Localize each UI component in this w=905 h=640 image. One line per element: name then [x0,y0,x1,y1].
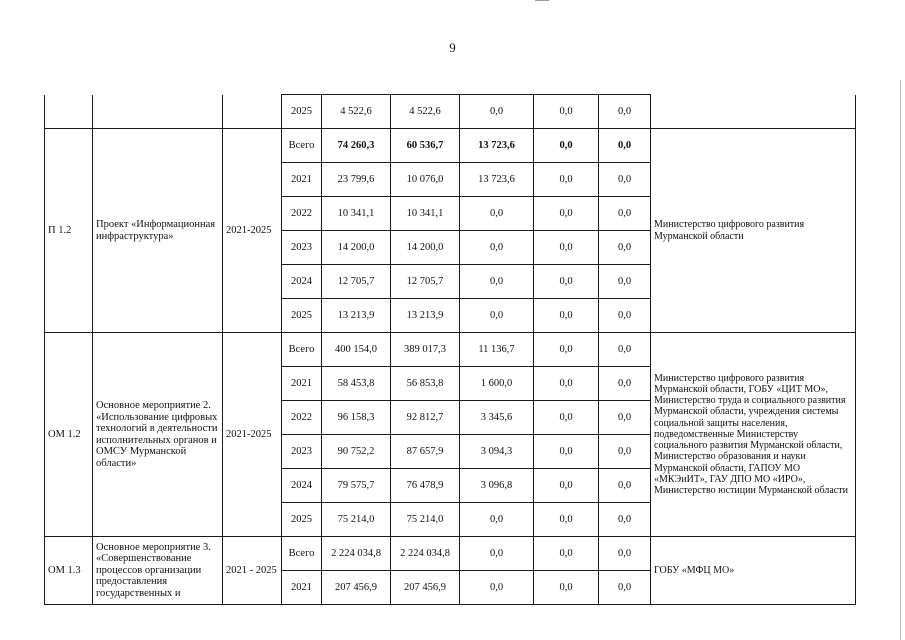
value-cell: 0,0 [534,299,599,333]
value-cell: 11 136,7 [460,333,534,367]
value-cell: 74 260,3 [322,129,391,163]
period-cell: 2021 - 2025 [223,537,282,605]
page-number: 9 [449,40,456,55]
year-cell: 2025 [282,503,322,537]
period-cell: 2021-2025 [223,129,282,333]
value-cell: 0,0 [460,231,534,265]
value-cell: 14 200,0 [322,231,391,265]
value-cell: 0,0 [599,95,651,129]
value-cell: 87 657,9 [391,435,460,469]
value-cell: 13 213,9 [391,299,460,333]
period-cell: 2021-2025 [223,333,282,537]
value-cell: 0,0 [534,367,599,401]
value-cell: 0,0 [599,163,651,197]
value-cell: 3 094,3 [460,435,534,469]
value-cell: 0,0 [534,129,599,163]
table-row [45,129,856,163]
year-cell: Всего [282,333,322,367]
table-row [45,95,856,129]
value-cell: 0,0 [534,197,599,231]
value-cell: 0,0 [599,333,651,367]
year-cell: 2024 [282,265,322,299]
code-cell [45,95,93,129]
value-cell: 75 214,0 [322,503,391,537]
value-cell: 13 723,6 [460,163,534,197]
value-cell: 10 076,0 [391,163,460,197]
value-cell: 76 478,9 [391,469,460,503]
value-cell: 0,0 [534,231,599,265]
value-cell: 58 453,8 [322,367,391,401]
value-cell: 90 752,2 [322,435,391,469]
year-cell: Всего [282,129,322,163]
value-cell: 13 723,6 [460,129,534,163]
value-cell: 0,0 [460,571,534,605]
value-cell: 0,0 [534,401,599,435]
value-cell: 0,0 [599,129,651,163]
year-cell: Всего [282,537,322,571]
value-cell: 0,0 [599,299,651,333]
value-cell: 10 341,1 [322,197,391,231]
value-cell: 4 522,6 [391,95,460,129]
value-cell: 389 017,3 [391,333,460,367]
value-cell: 12 705,7 [322,265,391,299]
value-cell: 2 224 034,8 [322,537,391,571]
value-cell: 14 200,0 [391,231,460,265]
year-cell: 2022 [282,197,322,231]
value-cell: 12 705,7 [391,265,460,299]
value-cell: 0,0 [534,333,599,367]
code-cell: П 1.2 [45,129,93,333]
year-cell: 2025 [282,299,322,333]
value-cell: 75 214,0 [391,503,460,537]
year-cell: 2022 [282,401,322,435]
name-cell [93,95,223,129]
value-cell: 0,0 [534,503,599,537]
year-cell: 2021 [282,571,322,605]
value-cell: 2 224 034,8 [391,537,460,571]
value-cell: 0,0 [599,469,651,503]
page-edge [900,80,901,640]
name-cell: Основное мероприятие 3. «Совершенствование процессов организации предоставления государственных и [93,537,223,605]
value-cell: 4 522,6 [322,95,391,129]
value-cell: 0,0 [599,503,651,537]
value-cell: 0,0 [460,503,534,537]
value-cell: 13 213,9 [322,299,391,333]
value-cell: 0,0 [460,537,534,571]
scan-artifact [535,0,549,1]
value-cell: 400 154,0 [322,333,391,367]
value-cell: 0,0 [534,435,599,469]
value-cell: 3 096,8 [460,469,534,503]
value-cell: 0,0 [534,265,599,299]
table-row [45,333,856,367]
year-cell: 2024 [282,469,322,503]
value-cell: 0,0 [460,265,534,299]
value-cell: 79 575,7 [322,469,391,503]
value-cell: 0,0 [534,95,599,129]
value-cell: 0,0 [460,95,534,129]
value-cell: 92 812,7 [391,401,460,435]
value-cell: 0,0 [599,435,651,469]
name-cell: Проект «Информационная инфраструктура» [93,129,223,333]
value-cell: 23 799,6 [322,163,391,197]
period-cell [223,95,282,129]
year-cell: 2021 [282,367,322,401]
value-cell: 0,0 [599,571,651,605]
value-cell: 207 456,9 [391,571,460,605]
value-cell: 0,0 [534,163,599,197]
value-cell: 0,0 [534,469,599,503]
year-cell: 2023 [282,231,322,265]
value-cell: 0,0 [599,197,651,231]
executor-cell: ГОБУ «МФЦ МО» [651,537,856,605]
value-cell: 1 600,0 [460,367,534,401]
name-cell: Основное мероприятие 2. «Использование цифровых технологий в деятельности исполнительных органов и ОМСУ Мурманской области» [93,333,223,537]
year-cell: 2021 [282,163,322,197]
year-cell: 2025 [282,95,322,129]
table-row [45,537,856,571]
value-cell: 10 341,1 [391,197,460,231]
value-cell: 0,0 [599,231,651,265]
code-cell: ОМ 1.3 [45,537,93,605]
executor-cell: Министерство цифрового развития Мурманской области, ГОБУ «ЦИТ МО», Министерство труда и социального развития Мурманской области, учреждения системы социальной защиты населения, подведомственные Министерству социального развития Мурманской области, Министерство образования и науки Мурманской области, ГАПОУ МО «МКЭиИТ», ГАУ ДПО МО «ИРО», Министерство юстиции Мурманской области [651,333,856,537]
value-cell: 0,0 [534,537,599,571]
value-cell: 0,0 [599,265,651,299]
value-cell: 3 345,6 [460,401,534,435]
value-cell: 96 158,3 [322,401,391,435]
value-cell: 60 536,7 [391,129,460,163]
budget-table [44,94,856,605]
value-cell: 0,0 [460,197,534,231]
value-cell: 56 853,8 [391,367,460,401]
year-cell: 2023 [282,435,322,469]
executor-cell: Министерство цифрового развития Мурманской области [651,129,856,333]
value-cell: 0,0 [599,367,651,401]
code-cell: ОМ 1.2 [45,333,93,537]
value-cell: 207 456,9 [322,571,391,605]
value-cell: 0,0 [599,537,651,571]
value-cell: 0,0 [599,401,651,435]
value-cell: 0,0 [534,571,599,605]
value-cell: 0,0 [460,299,534,333]
executor-cell [651,95,856,129]
